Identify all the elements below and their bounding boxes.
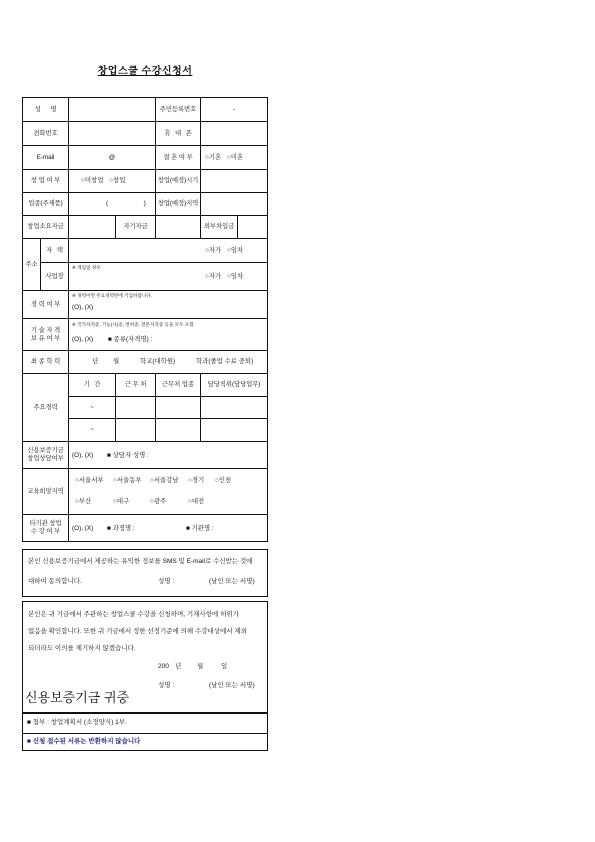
business-type-label: 업종(주제품) [22, 192, 69, 216]
consultation-label-line2: 창업상담여부 [27, 455, 64, 462]
career-label: 주요경력 [22, 373, 69, 442]
date-month-label: 월 [197, 663, 204, 670]
name-label: 성 명 [22, 97, 69, 122]
license-label [22, 318, 69, 351]
career-column-industry: 근무처 업종 [155, 373, 201, 397]
license-field [68, 318, 268, 351]
declaration-text-line3: 되더라도 이의를 제기하지 않겠습니다. [28, 645, 136, 652]
career-column-workplace: 근 무 처 [115, 373, 156, 397]
marital-status-label: 결 혼 여 부 [155, 145, 201, 170]
mobile-label: 휴 대 폰 [155, 121, 201, 146]
consent-name-label: 성명 : [158, 578, 175, 585]
education-field [68, 350, 268, 374]
other-course-label-line2: 수 강 여 부 [30, 528, 61, 535]
attachment-note: ■ 첨부 : 창업계획서 (소정양식) 1부. [22, 712, 268, 734]
education-major-label: 학과(졸업 수료 중퇴) [196, 358, 254, 365]
education-month-label: 월 [113, 358, 120, 365]
consent-text-line2: 대하여 동의합니다. [28, 578, 82, 585]
consultation-field [68, 441, 268, 469]
other-course-label [22, 514, 69, 542]
career-status-note: ※ 경력이면 주요경력란에 기입바랍니다. [72, 293, 152, 298]
region-option: ○인천 [215, 477, 232, 484]
email-label: E-mail [22, 145, 69, 170]
region-option: ○서울서부 [75, 477, 104, 484]
home-address-field [68, 238, 268, 263]
phone-field [68, 121, 156, 146]
region-option: ○광주 [150, 498, 167, 505]
license-kind-label: ■ 종류(자격명) : [108, 336, 153, 343]
license-note: ※ 국가자격증, 기능(사)증, 면허증, 전문자격증 등을 모두 포함 [72, 322, 194, 327]
startup-region-field [200, 192, 268, 216]
consent-text-line1: 본인 신용보증기금에서 제공하는 유익한 정보를 SMS 및 E-mail로 수신받는 것에 [28, 558, 253, 565]
career-column-period: 기 간 [68, 373, 116, 397]
office-address-label: 사업장 [40, 262, 69, 291]
region-option: ○서울동부 [113, 477, 142, 484]
startup-status-options: ○미창업 ○창업 [68, 169, 156, 193]
mobile-field [200, 121, 268, 146]
required-funds-field [68, 215, 116, 239]
recipient-label: 신용보증기금 귀중 [25, 690, 130, 705]
career-row-period: ~ [68, 418, 116, 442]
required-funds-label: 창업소요자금 [22, 215, 69, 239]
license-label-line2: 보 유 여 부 [30, 334, 61, 342]
date-year-label: 년 [175, 663, 182, 670]
phone-label: 전화번호 [22, 121, 69, 146]
declaration-signature-label: (날인 또는 서명) [209, 682, 255, 689]
region-options [68, 468, 268, 515]
startup-date-label: 창업(예정)시기 [155, 169, 201, 193]
career-row-workplace [115, 396, 156, 419]
license-label-line1: 기 술 자 격 [30, 326, 61, 334]
region-option: ○대전 [188, 498, 205, 505]
name-field [68, 97, 156, 122]
region-option: ○서울강남 [150, 477, 179, 484]
resident-number-field: - [200, 97, 268, 122]
date-day-label: 일 [221, 663, 228, 670]
business-type-field [68, 192, 156, 216]
marital-status-options: ○기혼 ○미혼 [200, 145, 268, 170]
home-ownership-options: ○자가 ○임차 [205, 247, 244, 254]
startup-date-field [200, 169, 268, 193]
region-option: ○부산 [75, 498, 92, 505]
own-funds-field [155, 215, 201, 239]
address-label: 주소 [22, 238, 41, 291]
education-label: 최 종 학 력 [22, 350, 69, 374]
office-address-note: ※ 개업일 경우 [72, 265, 101, 270]
other-course-label-line1: 타기관 창업 [29, 520, 62, 527]
office-address-field [68, 262, 268, 291]
consent-box [22, 549, 268, 597]
startup-region-label: 창업(예정)지역 [155, 192, 201, 216]
office-ownership-options: ○자가 ○임차 [205, 273, 244, 280]
declaration-text-line2: 없음을 확인합니다. 또한 귀 기금에서 정한 선정기준에 의해 수강대상에서 제외 [28, 628, 247, 635]
consultant-name-label: ■ 상담자 성명 : [107, 452, 149, 459]
own-funds-label: 자기자금 [115, 215, 156, 239]
career-row-industry [155, 418, 201, 442]
home-address-label: 자 택 [40, 238, 69, 263]
education-school-label: 학교(대학원) [140, 358, 176, 365]
other-course-choice: (O), (X) [72, 525, 94, 532]
date-year-prefix: 200 [158, 663, 169, 670]
notice-text: ■ 신청 접수된 서류는 반환하지 않습니다 [22, 733, 268, 751]
startup-status-label: 창 업 여 부 [22, 169, 69, 193]
external-funds-field [237, 215, 268, 239]
resident-number-label: 주민등록번호 [155, 97, 201, 122]
email-field: @ [68, 145, 156, 170]
career-status-field [68, 290, 268, 319]
career-row-period: ~ [68, 396, 116, 419]
region-option: ○대구 [113, 498, 130, 505]
consultation-choice: (O), (X) [72, 452, 94, 459]
course-name-label: ■ 과정명 : [107, 525, 135, 532]
career-column-position: 담당직위(담당업무) [200, 373, 268, 397]
other-course-field [68, 514, 268, 542]
career-status-label: 경 력 여 부 [22, 290, 69, 319]
career-row-position [200, 418, 268, 442]
career-row-industry [155, 396, 201, 419]
region-option: ○경기 [188, 477, 205, 484]
business-type-parentheses: ( ) [106, 200, 146, 207]
region-label: 교육희망지역 [22, 468, 69, 515]
education-year-label: 년 [92, 358, 99, 365]
career-status-choice: (O), (X) [72, 304, 94, 311]
institution-name-label: ■ 기관명 : [186, 525, 214, 532]
declaration-name-label: 성명 : [158, 682, 175, 689]
license-choice: (O), (X) [72, 336, 94, 343]
consent-signature-label: (날인 또는 서명) [209, 578, 255, 585]
form-title: 창업스쿨 수강신청서 [97, 66, 193, 77]
career-row-workplace [115, 418, 156, 442]
career-row-position [200, 396, 268, 419]
declaration-text-line1: 본인은 귀 기금에서 주관하는 창업스쿨 수강을 신청하며, 기재사항에 허위가 [28, 611, 239, 618]
consultation-label [22, 441, 69, 469]
consultation-label-line1: 신용보증기금 [27, 447, 64, 454]
declaration-box [22, 601, 268, 714]
external-funds-label: 외부차입금 [200, 215, 238, 239]
